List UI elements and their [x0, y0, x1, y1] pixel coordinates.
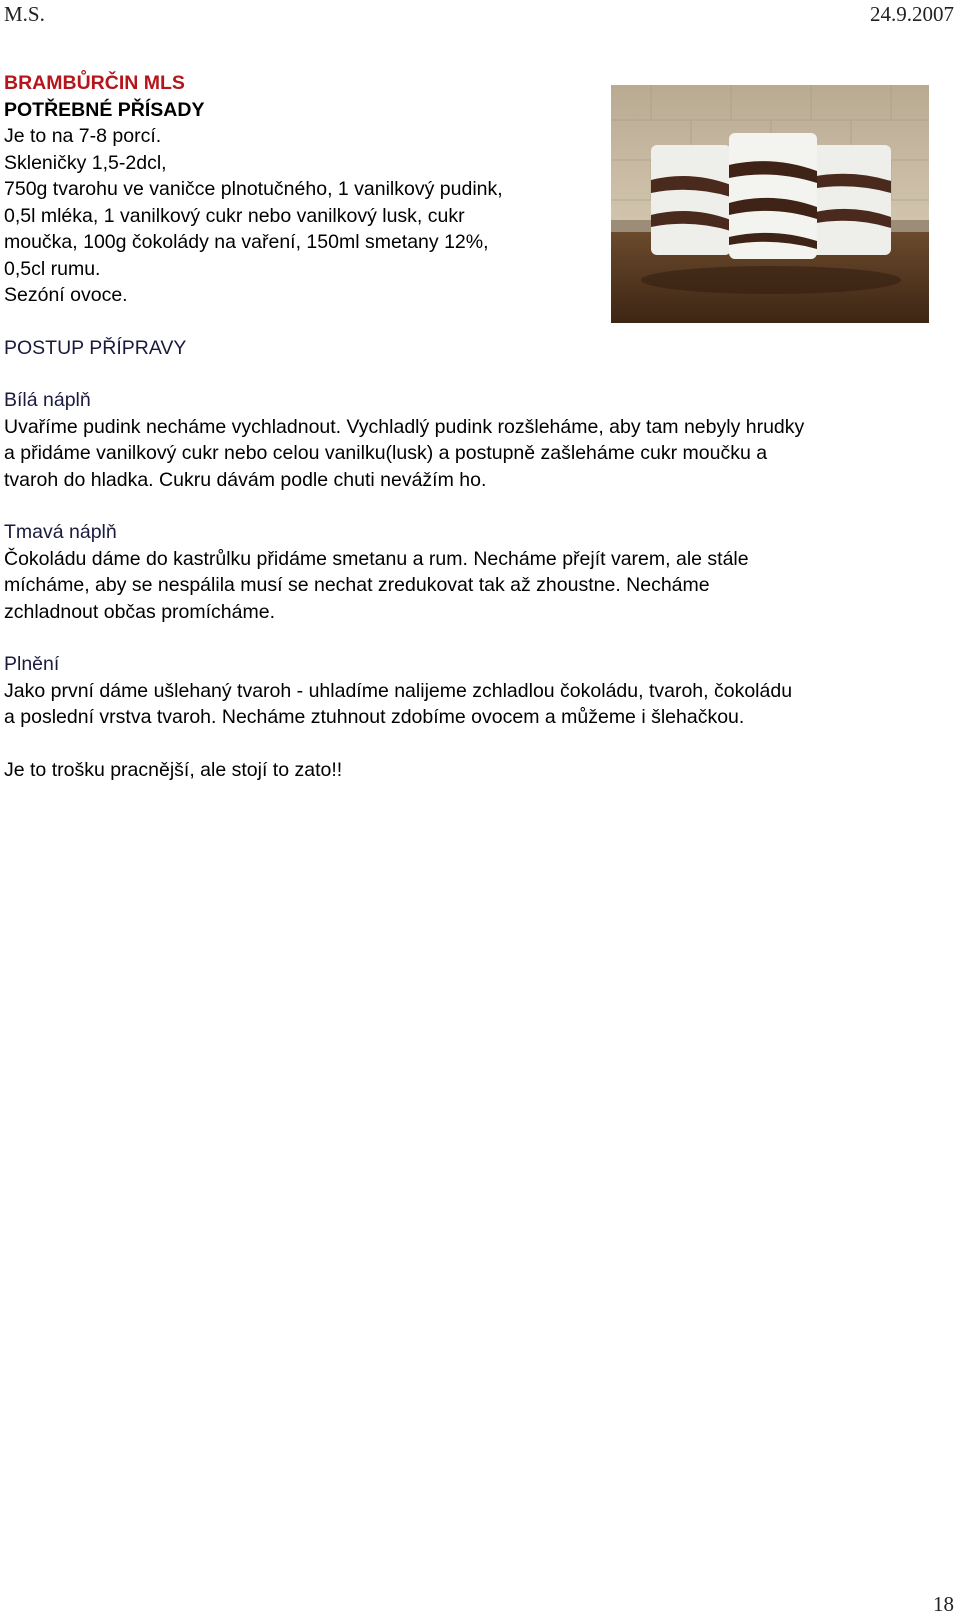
filling-line: Jako první dáme ušlehaný tvaroh - uhladíme nalijeme zchladlou čokoládu, tvaroh, čokoládu — [4, 679, 793, 702]
dessert-photo — [611, 85, 929, 323]
white-filling-line: tvaroh do hladka. Cukru dávám podle chuti nevážím ho. — [4, 468, 487, 491]
ingredient-line: 0,5cl rumu. — [4, 257, 101, 280]
white-filling-line: Uvaříme pudink necháme vychladnout. Vychladlý pudink rozšleháme, aby tam nebyly hrudky — [4, 415, 805, 438]
closing-remark: Je to trošku pracnější, ale stojí to zato!! — [4, 758, 343, 781]
white-filling-heading: Bílá náplň — [4, 389, 91, 411]
header-date: 24.9.2007 — [870, 2, 954, 26]
procedure-heading: POSTUP PŘÍPRAVY — [4, 336, 187, 359]
ingredient-line: Sezóní ovoce. — [4, 284, 128, 306]
dark-filling-line: mícháme, aby se nespálila musí se nechat zredukovat tak až zhoustne. Necháme — [4, 574, 710, 596]
ingredient-line: 750g tvarohu ve vaničce plnotučného, 1 vanilkový pudink, — [4, 178, 503, 200]
filling-heading: Plnění — [4, 653, 60, 675]
dark-filling-line: Čokoládu dáme do kastrůlku přidáme smetanu a rum. Necháme přejít varem, ale stále — [4, 547, 749, 570]
dark-filling-line: zchladnout občas promícháme. — [4, 600, 275, 623]
ingredient-line: Je to na 7-8 porcí. — [4, 125, 162, 147]
dark-filling-heading: Tmavá náplň — [4, 521, 117, 543]
ingredient-line: 0,5l mléka, 1 vanilkový cukr nebo vanilkový lusk, cukr — [4, 204, 465, 227]
header-author: M.S. — [4, 2, 45, 26]
ingredients-block — [4, 70, 594, 309]
filling-line: a poslední vrstva tvaroh. Necháme ztuhnout zdobíme ovocem a můžeme i šlehačkou. — [4, 706, 745, 728]
white-filling-line: a přidáme vanilkový cukr nebo celou vanilku(lusk) a postupně zašleháme cukr moučku a — [4, 442, 768, 464]
recipe-title: BRAMBŮRČIN MLS — [4, 72, 185, 94]
ingredients-heading: POTŘEBNÉ PŘÍSADY — [4, 98, 205, 121]
ingredient-line: moučka, 100g čokolády na vaření, 150ml smetany 12%, — [4, 231, 489, 253]
page-number: 18 — [933, 1592, 954, 1616]
ingredient-line: Skleničky 1,5-2dcl, — [4, 151, 167, 174]
